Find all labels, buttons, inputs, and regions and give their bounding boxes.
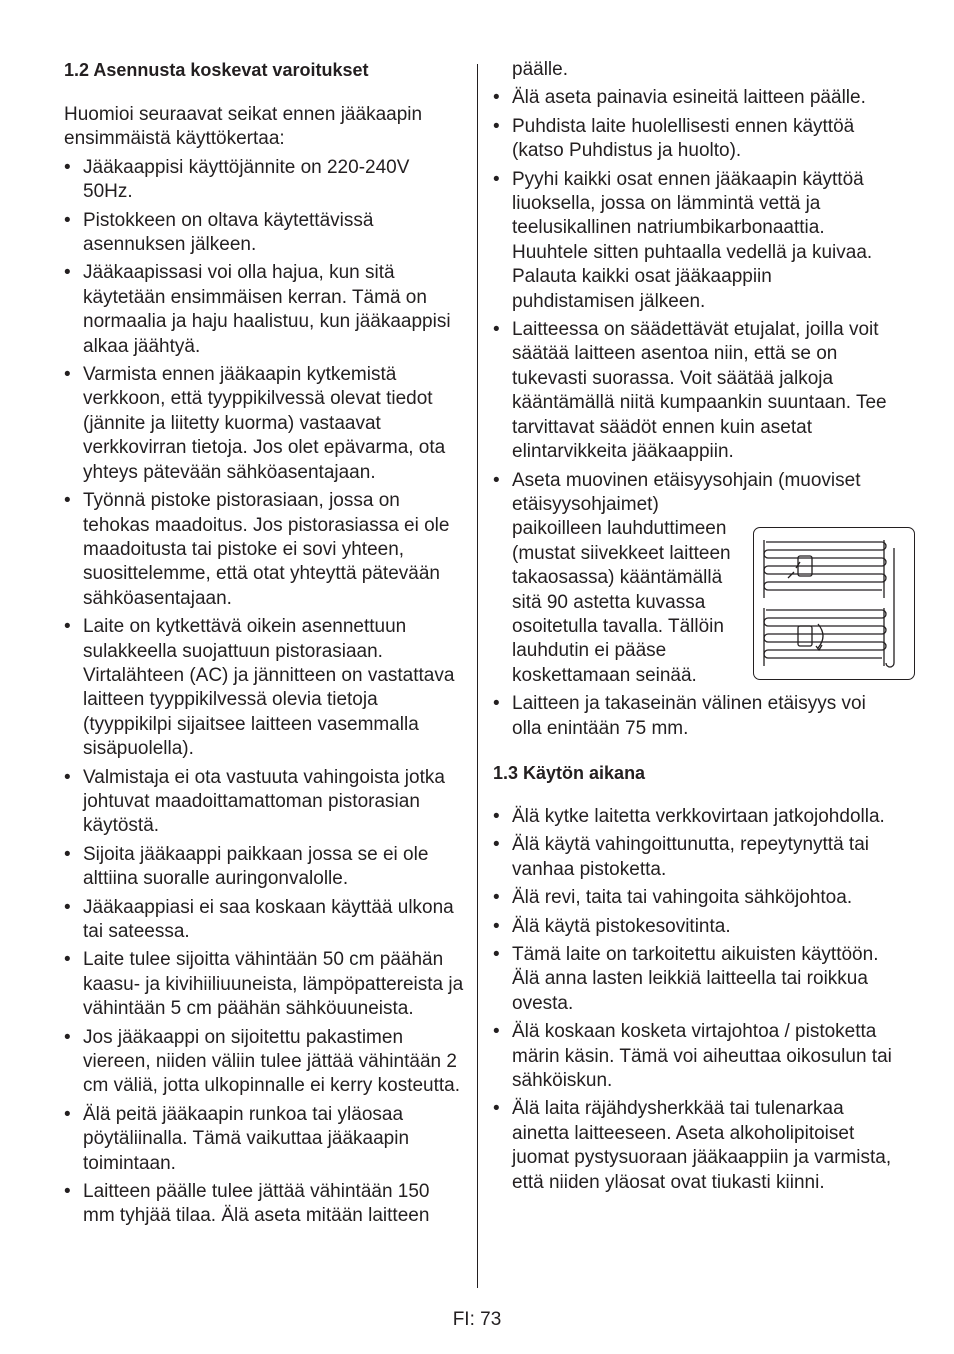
bullet-icon: • <box>493 1098 500 1120</box>
section-heading-installation: 1.2 Asennusta koskevat varoitukset <box>64 60 369 80</box>
list-item: • Laitteen ja takaseinän välinen etäisyys voi olla enintään 75 mm. <box>493 693 866 739</box>
list-item: • Älä aseta painavia esineitä laitteen päälle. <box>493 86 893 110</box>
usage-list <box>493 805 893 1195</box>
bullet-icon: • <box>493 887 500 909</box>
list-item: • Laitteessa on säädettävät etujalat, joilla voit säätää laitteen asentoa niin, että se on tukevasti suorassa. Voit säätää jalkoja kääntämällä niitä kumpaankin suuntaan. Tee tarvittavat säädöt ennen kuin asetat elintarvikkeita jääkaappiin. <box>493 319 887 463</box>
list-item: • Älä revi, taita tai vahingoita sähköjohtoa. <box>493 886 893 910</box>
list-item: • Työnnä pistoke pistorasiaan, jossa on tehokas maadoitus. Jos pistorasiassa ei ole maadoitusta tai pistoke ei sovi yhteen, suosittelemme, että otat yhteyttä pätevään sähköasentajaan. <box>64 490 450 609</box>
condenser-spacer-illustration <box>753 527 915 680</box>
bullet-icon: • <box>64 364 71 386</box>
bullet-icon: • <box>64 209 71 231</box>
list-item-spacer: • Aseta muovinen etäisyysohjain (muoviset etäisyysohjaimet) paikoilleen lauhduttimeen (mustat siivekkeet laitteen takaosassa) kääntämällä sitä 90 astetta kuvassa osoitetulla tavalla. Tällöin lauhdutin ei pääse koskettamaan seinää. <box>493 469 861 686</box>
bullet-icon: • <box>493 115 500 137</box>
bullet-icon: • <box>64 766 71 788</box>
list-item: • Jääkaappiasi ei saa koskaan käyttää ulkona tai sateessa. <box>64 896 454 942</box>
bullet-icon: • <box>493 469 500 491</box>
list-item: • Laitteen päälle tulee jättää vähintään 150 mm tyhjää tilaa. Älä aseta mitään laitteen <box>64 1181 430 1227</box>
bullet-icon: • <box>493 944 500 965</box>
bullet-icon: • <box>493 834 500 856</box>
bullet-icon: • <box>493 693 500 715</box>
list-item: • Jääkaappisi käyttöjännite on 220-240V 50Hz. <box>64 156 410 203</box>
list-item: • Puhdista laite huolellisesti ennen käyttöä (katso Puhdistus ja huolto). <box>493 115 855 162</box>
column-divider <box>477 64 478 1288</box>
bullet-icon: • <box>493 87 500 109</box>
list-item: • Älä kytke laitetta verkkovirtaan jatkojohdolla. <box>493 805 893 829</box>
bullet-icon: • <box>64 1026 71 1048</box>
bullet-icon: • <box>64 262 71 284</box>
bullet-icon: • <box>493 805 500 827</box>
installation-list <box>64 156 464 1229</box>
list-item: • Älä käytä pistokesovitinta. <box>493 915 893 939</box>
section-heading-use: 1.3 Käytön aikana <box>493 762 646 783</box>
list-item: • Älä peitä jääkaapin runkoa tai yläosaa pöytäliinalla. Tämä vaikuttaa jääkaapin toimintaan. <box>64 1103 410 1174</box>
list-item: • Laite tulee sijoitta vähintään 50 cm päähän kaasu- ja kivihiiliuuneista, lämpöpattereista ja vähintään 5 cm päähän sähköuuneista. <box>64 949 464 1020</box>
page-number: FI: 73 <box>452 1309 502 1330</box>
list-item: • Jääkaapissasi voi olla hajua, kun sitä käytetään ensimmäisen kerran. Tämä on normaalia ja haju haalistuu, kun jääkaappisi alkaa jäähtyä. <box>64 262 451 357</box>
list-item: • Pyyhi kaikki osat ennen jääkaapin käyttöä liuoksella, jossa on lämmintä vettä ja teelusikallinen natriumbikarbonaattia. Huuhtele sitten puhtaalla vedellä ja kuivaa. Palauta kaikki osat jääkaappiin puhdistamisen jälkeen. <box>493 168 873 312</box>
list-item: • Tämä laite on tarkoitettu aikuisten käyttöön. Älä anna lasten leikkiä laitteella tai roikkua ovesta. <box>493 944 879 1014</box>
bullet-icon: • <box>493 1021 500 1043</box>
intro-text: Huomioi seuraavat seikat ennen jääkaapin ensimmäistä käyttökertaa: <box>64 104 423 150</box>
bullet-icon: • <box>64 896 71 918</box>
list-item: • Älä käytä vahingoittunutta, repeytynyttä tai vanhaa pistoketta. <box>493 834 869 880</box>
bullet-icon: • <box>64 490 71 512</box>
list-item: • Laite on kytkettävä oikein asennettuun sulakkeella suojattuun pistorasiaan. Virtalähteen (AC) ja jännitteen on vastattava laitteen tyyppikilvessä olevia tietoja (tyyppikilpi sijaitsee laitteen vasemmalla sisäpuolella). <box>64 616 455 760</box>
bullet-icon: • <box>64 616 71 638</box>
bullet-icon: • <box>64 1103 71 1125</box>
list-item: • Varmista ennen jääkaapin kytkemistä verkkoon, että tyyppikilvessä olevat tiedot (jännite ja liitetty kuorma) vastaavat verkkovirran tietoja. Jos olet epävarma, ota yhteys pätevään sähköasentajaan. <box>64 364 446 483</box>
bullet-icon: • <box>64 949 71 971</box>
bullet-icon: • <box>64 156 71 178</box>
list-item: • Älä koskaan kosketa virtajohtoa / pistoketta märin käsin. Tämä voi aiheuttaa oikosulun tai sähköiskun. <box>493 1021 892 1092</box>
bullet-icon: • <box>493 915 500 937</box>
list-item: • Sijoita jääkaappi paikkaan jossa se ei ole alttiina suoralle auringonvalolle. <box>64 843 429 890</box>
bullet-icon: • <box>493 168 500 190</box>
bullet-icon: • <box>64 1181 71 1203</box>
bullet-icon: • <box>493 319 500 341</box>
list-item: • Valmistaja ei ota vastuuta vahingoista jotka johtuvat maadoittamattoman pistorasian käytöstä. <box>64 766 445 837</box>
left-column <box>64 58 464 1233</box>
list-item: • Jos jääkaappi on sijoitettu pakastimen viereen, niiden väliin tulee jättää vähintään 2 cm väliä, jotta ulkopinnalle ei kerry kosteutta. <box>64 1026 461 1097</box>
bullet-icon: • <box>64 843 71 865</box>
list-item: • Pistokkeen on oltava käytettävissä asennuksen jälkeen. <box>64 209 374 256</box>
continuation-text: päälle. <box>512 59 568 80</box>
list-item: • Älä laita räjähdysherkkää tai tulenarkaa ainetta laitteeseen. Aseta alkoholipitoiset juomat pystysuoraan jääkaappiin ja varmista, että niiden yläosat ovat tiukasti kiinni. <box>493 1098 892 1193</box>
condenser-icon <box>754 528 913 678</box>
